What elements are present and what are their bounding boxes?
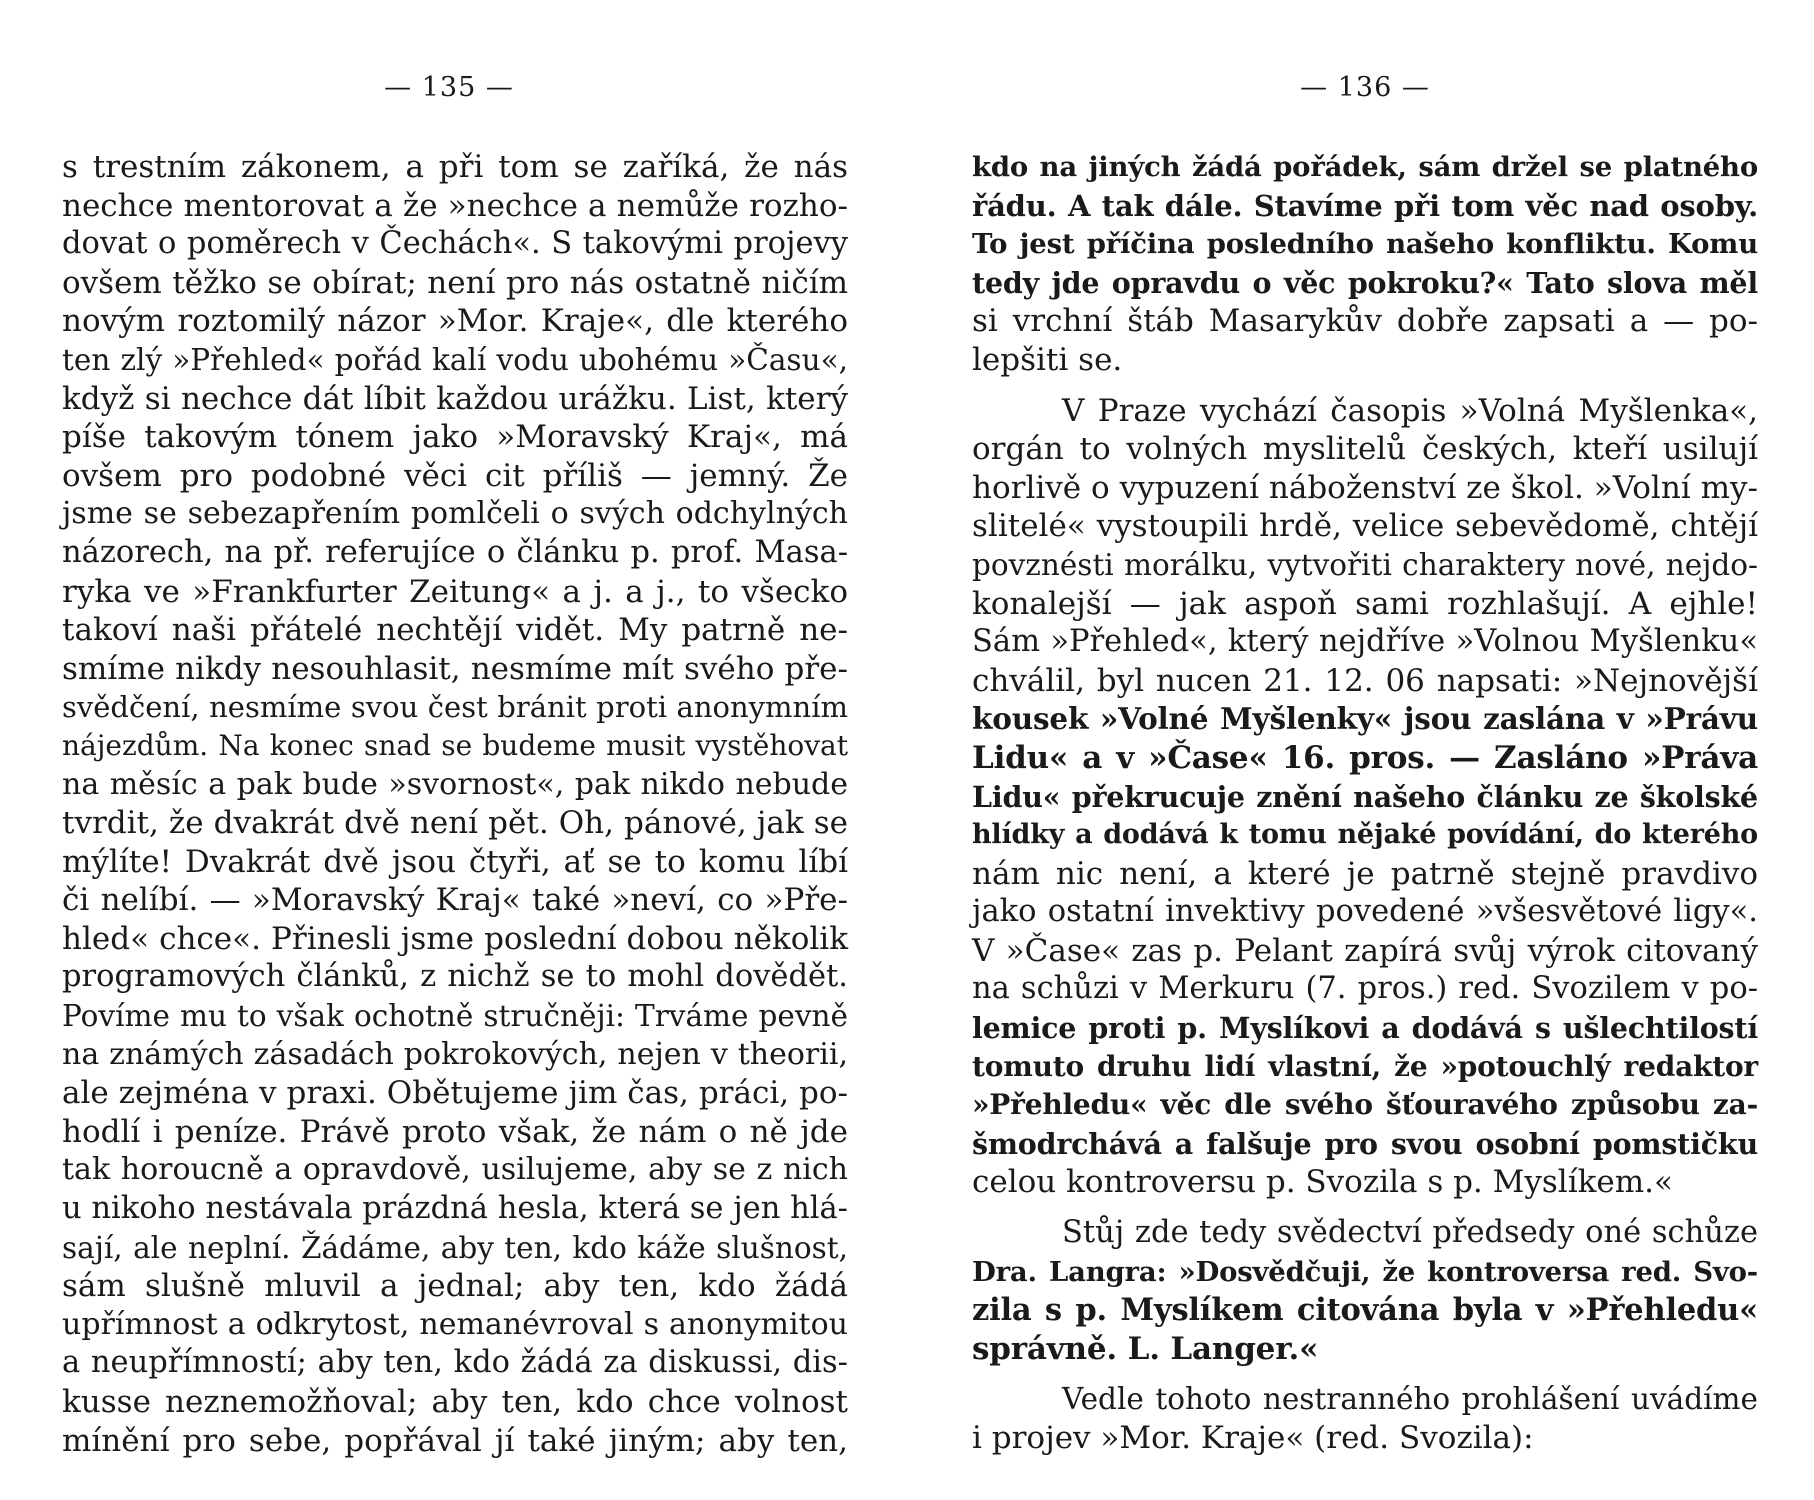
text-line: tak horoucně a opravdově, usilujeme, aby se z nich (62, 1152, 848, 1188)
text-line: lemice proti p. Myslíkovi a dodává s ušlechtilostí (972, 1011, 1758, 1046)
text-line: mýlíte! Dvakrát dvě jsou čtyři, ať se to komu líbí (62, 843, 848, 880)
page-number-left: — 135 — (384, 72, 514, 103)
text-line: Sám »Přehled«, který nejdříve »Volnou Myšlenku« (972, 624, 1758, 660)
text-line: dovat o poměrech v Čechách«. S takovými projevy (62, 226, 848, 262)
text-line: chválil, byl nucen 21. 12. 06 napsati: »Nejnovější (972, 662, 1758, 699)
text-line: V »Čase« zas p. Pelant zapírá svůj výrok citovaný (972, 932, 1758, 969)
text-line: Dra. Langra: »Dosvědčuji, že kontroversa red. Svo- (972, 1255, 1758, 1288)
text-line: konalejší — jak aspoň sami rozhlašují. A ejhle! (972, 585, 1758, 622)
text-line: když si nechce dát líbit každou urážku. List, který (62, 380, 848, 417)
text-line: kdo na jiných žádá pořádek, sám držel se platného (972, 151, 1758, 183)
text-line: Lidu« překrucuje znění našeho článku ze školské (972, 779, 1758, 814)
text-line: tedy jde opravdu o věc pokroku?« Tato slova měl (972, 265, 1758, 300)
text-line: programových článků, z nichž se to mohl dovědět. (62, 959, 848, 995)
text-line: i projev »Mor. Kraje« (red. Svozila): (972, 1420, 1534, 1456)
text-line: To jest příčina posledního našeho konfliktu. Komu (972, 228, 1758, 261)
text-line: hlídky a dodává k tomu nějaké povídání, do kterého (972, 819, 1758, 851)
text-line: Lidu« a v »Čase« 16. pros. — Zasláno »Práva (972, 739, 1758, 776)
text-line: jsme se sebezapřením pomlčeli o svých odchylných (62, 496, 848, 532)
text-line: zila s p. Myslíkem citována byla v »Přehledu« (972, 1292, 1758, 1329)
text-line: Povíme mu to však ochotně stručněji: Trváme pevně (62, 999, 848, 1034)
text-line: s trestním zákonem, a při tom se zaříká, že nás (62, 149, 848, 185)
text-line: mínění pro sebe, popřával jí také jiným; aby ten, (62, 1422, 848, 1459)
text-line: ryka ve »Frankfurter Zeitung« a j. a j., to všecko (62, 573, 848, 610)
text-line: celou kontroversu p. Svozila s p. Myslíkem.« (972, 1164, 1673, 1201)
text-line: nám nic není, a které je patrně stejně pravdivo (972, 855, 1758, 892)
text-line: tvrdit, že dvakrát dvě není pět. Oh, pánové, jak se (62, 805, 848, 842)
text-line: a neupřímností; aby ten, kdo žádá za diskussi, dis- (62, 1345, 848, 1381)
text-line: nechce mentorovat a že »nechce a nemůže rozho- (62, 187, 848, 224)
text-line: smíme nikdy nesouhlasit, nesmíme mít svého pře- (62, 650, 848, 687)
page-number-right: — 136 — (1300, 72, 1430, 103)
text-line: novým roztomilý názor »Mor. Kraje«, dle kterého (62, 303, 848, 340)
text-line: upřímnost a odkrytost, nemanévroval s anonymitou (62, 1306, 848, 1342)
text-line: sají, ale neplní. Žádáme, aby ten, kdo káže slušnost, (62, 1230, 848, 1265)
text-line: na měsíc a pak bude »svornost«, pak nikdo nebude (62, 766, 848, 802)
text-line: ten zlý »Přehled« pořád kalí vodu ubohému »Času«, (62, 342, 848, 377)
text-line: ovšem těžko se obírat; není pro nás ostatně ničím (62, 264, 848, 301)
text-line: šmodrchává a falšuje pro svou osobní pomstičku (972, 1126, 1758, 1161)
text-line: nájezdům. Na konec snad se budeme musit vystěhovat (62, 728, 848, 762)
text-line: »Přehledu« věc dle svého šťouravého způsobu za- (972, 1088, 1758, 1122)
text-line: hled« chce«. Přinesli jsme poslední dobou několik (62, 920, 848, 957)
paragraph-gap (972, 380, 1758, 392)
text-line: Vedle tohoto nestranného prohlášení uvádíme (1062, 1382, 1758, 1417)
text-line: tomuto druhu lidí vlastní, že »potouchlý redaktor (972, 1049, 1758, 1083)
text-line: svědčení, nesmíme svou čest bránit proti anonymním (62, 690, 848, 725)
text-line: u nikoho nestávala prázdná hesla, která se jen hlá- (62, 1191, 848, 1227)
text-line: ovšem pro podobné věci cit příliš — jemný. Že (62, 457, 848, 494)
right-page (972, 0, 1758, 1500)
text-line: řádu. A tak dále. Stavíme při tom věc nad osoby. (972, 188, 1758, 223)
text-line: či nelíbí. — »Moravský Kraj« také »neví, co »Pře- (62, 882, 848, 919)
text-line: slitelé« vystoupili hrdě, velice sebevědomě, chtějí (972, 508, 1758, 545)
text-line: kusse neznemožňoval; aby ten, kdo chce volnost (62, 1384, 848, 1420)
left-page-text (62, 148, 848, 1460)
text-line: hodlí i peníze. Právě proto však, že nám o ně jde (62, 1113, 848, 1150)
paragraph-gap (972, 1202, 1758, 1214)
text-line: povznésti morálku, vytvořiti charaktery nové, nejdo- (972, 547, 1758, 582)
left-page (62, 0, 848, 1500)
text-line: jako ostatní invektivy povedené »všesvětové ligy«. (972, 894, 1758, 930)
text-line: lepšiti se. (972, 341, 1123, 378)
text-line: správně. L. Langer.« (972, 1330, 1319, 1367)
text-line: názorech, na př. referujíce o článku p. prof. Masa- (62, 534, 848, 570)
text-line: si vrchní štáb Masarykův dobře zapsati a — po- (972, 303, 1758, 340)
paragraph-gap (972, 1368, 1758, 1380)
text-line: kousek »Volné Myšlenky« jsou zaslána v »Právu (972, 701, 1758, 737)
text-line: sám slušně mluvil a jednal; aby ten, kdo žádá (62, 1268, 848, 1305)
right-page-text (972, 148, 1758, 1458)
text-line: píše takovým tónem jako »Moravský Kraj«, má (62, 419, 848, 456)
text-line: ale zejména v praxi. Obětujeme jim čas, práci, po- (62, 1075, 848, 1112)
text-line: orgán to volných myslitelů českých, kteří usilují (972, 431, 1758, 468)
text-line: horlivě o vypuzení náboženství ze škol. »Volní my- (972, 469, 1758, 506)
text-line: V Praze vychází časopis »Volná Myšlenka«, (1062, 392, 1758, 429)
text-line: takoví naši přátelé nechtějí vidět. My patrně ne- (62, 612, 848, 649)
text-line: Stůj zde tedy svědectví předsedy oné schůze (1062, 1215, 1758, 1251)
text-line: na schůzi v Merkuru (7. pros.) red. Svozilem v po- (972, 971, 1758, 1007)
text-line: na známých zásadách pokrokových, nejen v theorii, (62, 1036, 848, 1072)
